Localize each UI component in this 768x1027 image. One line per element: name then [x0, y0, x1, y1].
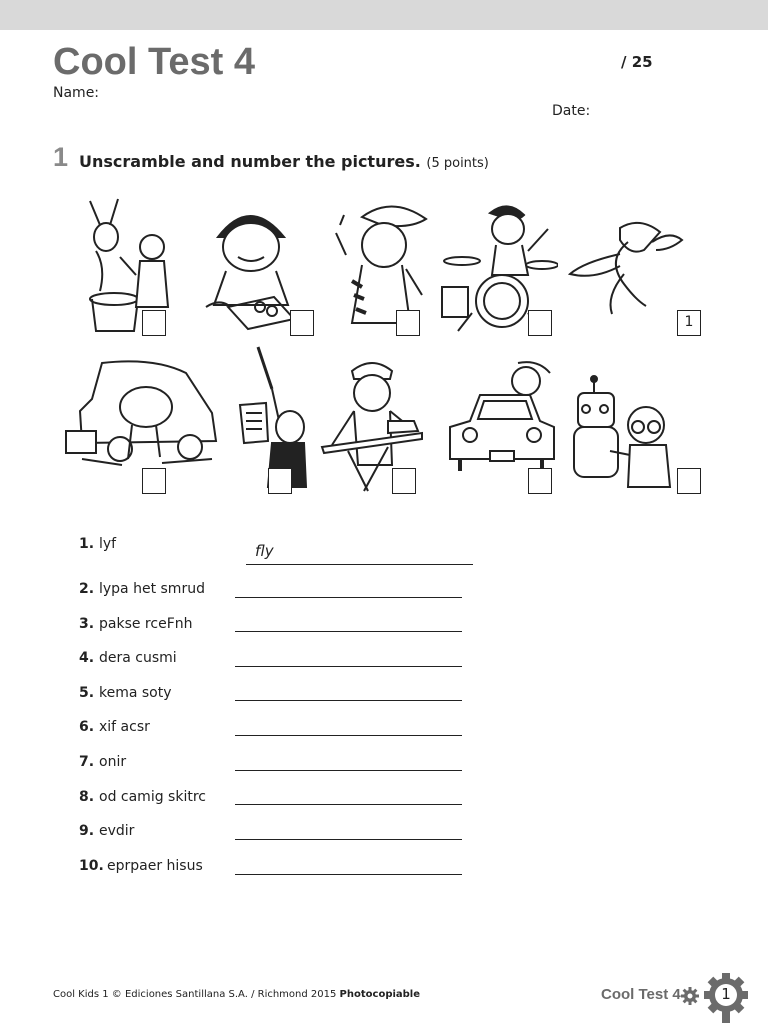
answer-line[interactable] [246, 564, 473, 565]
scrambled-word: eprpaer hisus [107, 858, 203, 874]
answer-line[interactable] [235, 770, 462, 771]
section-points: (5 points) [426, 156, 489, 171]
scrambled-word: onir [99, 754, 127, 770]
item-number: 7. [79, 754, 95, 770]
list-item [79, 536, 116, 556]
scrambled-word: pakse rceFnh [99, 616, 193, 632]
picture-number-box[interactable] [142, 310, 166, 336]
scrambled-word: evdir [99, 823, 135, 839]
list-item [79, 789, 206, 809]
photocopiable-label: Photocopiable [339, 989, 421, 1000]
fly-icon [566, 210, 686, 320]
item-number: 10. [79, 858, 104, 874]
item-number: 9. [79, 823, 95, 839]
answer-line[interactable] [235, 631, 462, 632]
scrambled-word: od camig skitrc [99, 789, 206, 805]
answer-text[interactable]: fly [255, 542, 274, 560]
answer-line[interactable] [235, 874, 462, 875]
answer-line[interactable] [235, 804, 462, 805]
item-number: 4. [79, 650, 95, 666]
scrambled-word: lypa het smrud [99, 581, 205, 597]
footer-copyright: Cool Kids 1 © Ediciones Santillana S.A. / Richmond 2015 Photocopiable [53, 989, 421, 1000]
list-item [79, 754, 126, 774]
list-item [79, 858, 203, 878]
taxi-driver-icon [446, 355, 560, 475]
item-number: 3. [79, 616, 95, 632]
picture-number-box[interactable] [528, 468, 552, 494]
list-item [79, 616, 193, 636]
picture-number-box[interactable] [268, 468, 292, 494]
score-total: / 25 [621, 53, 653, 71]
picture-number-box[interactable] [392, 468, 416, 494]
robot-scientist-icon [570, 375, 688, 495]
footer-title: Cool Test 4 [601, 986, 681, 1003]
item-number: 5. [79, 685, 95, 701]
picture-number-box[interactable]: 1 [677, 310, 701, 336]
answer-line[interactable] [235, 666, 462, 667]
scrambled-word: xif acsr [99, 719, 150, 735]
top-bar [0, 0, 768, 30]
list-item [79, 719, 150, 739]
picture-number-box[interactable] [290, 310, 314, 336]
name-label: Name: [53, 85, 100, 101]
picture-number-box[interactable] [677, 468, 701, 494]
date-label: Date: [552, 103, 591, 119]
picture-number-box[interactable] [528, 310, 552, 336]
answer-line[interactable] [235, 597, 462, 598]
answer-line[interactable] [235, 700, 462, 701]
list-item [79, 823, 134, 843]
picture-number-box[interactable] [142, 468, 166, 494]
scrambled-word: dera cusmi [99, 650, 177, 666]
item-number: 6. [79, 719, 95, 735]
answer-line[interactable] [235, 735, 462, 736]
section-number: 1 [53, 142, 69, 172]
item-number: 2. [79, 581, 95, 597]
section-instruction: Unscramble and number the pictures. (5 points) [79, 152, 489, 171]
page-number: 1 [721, 985, 731, 1003]
scrambled-word: kema soty [99, 685, 172, 701]
item-number: 8. [79, 789, 95, 805]
scrambled-word: lyf [99, 536, 117, 552]
list-item [79, 685, 172, 705]
list-item [79, 650, 177, 670]
item-number: 1. [79, 536, 95, 552]
gear-icon [681, 987, 699, 1009]
page-title: Cool Test 4 [53, 41, 255, 83]
list-item [79, 581, 205, 601]
mechanic-car-icon [62, 355, 220, 475]
answer-line[interactable] [235, 839, 462, 840]
picture-number-box[interactable] [396, 310, 420, 336]
